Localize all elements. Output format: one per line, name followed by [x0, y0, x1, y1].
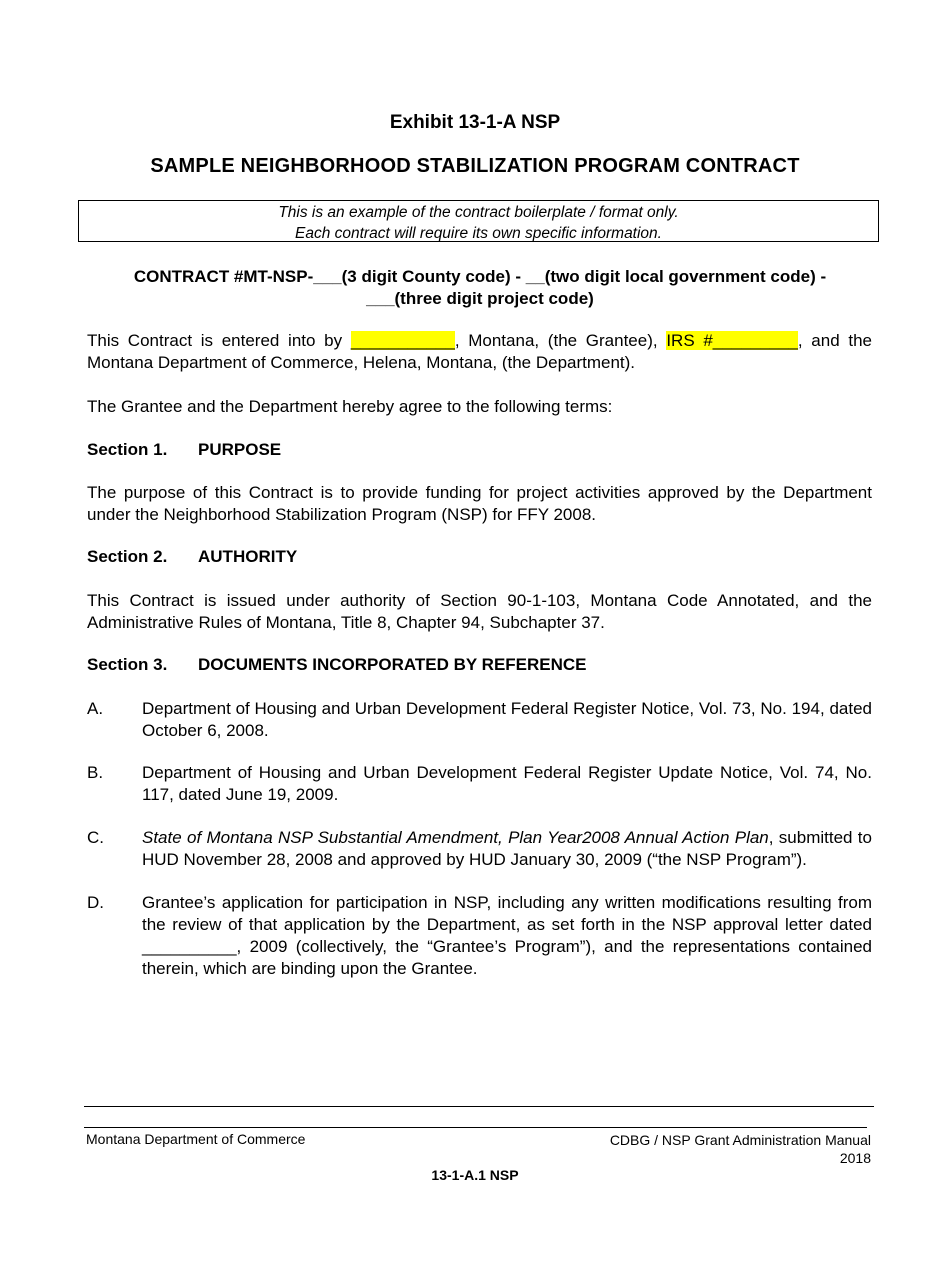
footer-divider-top	[84, 1106, 874, 1107]
intro-paragraph	[87, 330, 872, 374]
contract-number	[80, 266, 880, 310]
reference-text	[142, 827, 872, 871]
footer-manual-title: CDBG / NSP Grant Administration Manual	[609, 1132, 871, 1148]
agreement-statement: The Grantee and the Department hereby agree to the following terms:	[87, 397, 613, 416]
section-2-number: Section 2.	[87, 547, 168, 566]
reference-item-c	[87, 827, 872, 871]
intro-text-2: , Montana, (the Grantee),	[454, 331, 658, 350]
reference-text-rest: , submitted to HUD November 28, 2008 and approved by HUD January 30, 2009 (“the NSP Program”).	[142, 828, 872, 869]
grantee-name-blank: ___________	[350, 331, 455, 350]
section-3-title: DOCUMENTS INCORPORATED BY REFERENCE	[198, 655, 587, 674]
footer-page-id: 13-1-A.1 NSP	[431, 1167, 519, 1183]
footer-divider-bottom	[84, 1127, 867, 1128]
reference-text: Grantee’s application for participation in NSP, including any written modifications resulting from the review of that application by the Department, as set forth in the NSP approval letter dated __________, 2009 (collectively, the “Grantee’s Program”), and the representations contained therein, which are binding upon the Grantee.	[142, 893, 872, 978]
reference-letter: C.	[87, 828, 104, 847]
irs-number-blank: IRS #_________	[666, 331, 798, 350]
section-2-text: This Contract is issued under authority of Section 90-1-103, Montana Code Annotated, and the Administrative Rules of Montana, Title 8, Chapter 94, Subchapter 37.	[87, 591, 872, 632]
contract-number-line-2: ___(three digit project code)	[366, 289, 594, 308]
footer-manual-year: 2018	[839, 1150, 871, 1166]
section-3-heading	[87, 654, 587, 676]
footer-manual	[560, 1131, 871, 1167]
section-1-number: Section 1.	[87, 440, 168, 459]
contract-number-line-1: CONTRACT #MT-NSP-___(3 digit County code) - __(two digit local government code) -	[133, 267, 827, 286]
reference-letter: D.	[87, 893, 104, 912]
reference-item-a	[87, 698, 872, 742]
section-2-title: AUTHORITY	[198, 547, 298, 566]
notice-line-2: Each contract will require its own specific information.	[295, 225, 662, 242]
reference-item-b	[87, 762, 872, 806]
reference-document-title: State of Montana NSP Substantial Amendment, Plan Year2008 Annual Action Plan	[142, 828, 769, 847]
section-3-number: Section 3.	[87, 655, 168, 674]
boilerplate-notice-box	[78, 200, 879, 242]
reference-letter: A.	[87, 699, 104, 718]
exhibit-label: Exhibit 13-1-A NSP	[389, 112, 561, 133]
reference-letter: B.	[87, 763, 104, 782]
page-title: SAMPLE NEIGHBORHOOD STABILIZATION PROGRAM CONTRACT	[150, 155, 800, 177]
intro-text-3: , and the Montana Department of Commerce, Helena, Montana, (the Department).	[87, 331, 872, 372]
reference-item-d	[87, 892, 872, 980]
notice-line-1: This is an example of the contract boilerplate / format only.	[278, 204, 679, 221]
reference-text: Department of Housing and Urban Development Federal Register Update Notice, Vol. 74, No. 117, dated June 19, 2009.	[142, 763, 872, 804]
section-1-title: PURPOSE	[198, 440, 282, 459]
reference-text: Department of Housing and Urban Development Federal Register Notice, Vol. 73, No. 194, dated October 6, 2008.	[142, 699, 872, 740]
section-1-heading	[87, 439, 281, 461]
footer-department: Montana Department of Commerce	[86, 1131, 306, 1147]
intro-text-1: This Contract is entered into by	[87, 331, 343, 350]
section-2-heading	[87, 546, 297, 568]
section-1-text: The purpose of this Contract is to provide funding for project activities approved by the Department under the Neighborhood Stabilization Program (NSP) for FFY 2008.	[87, 483, 872, 524]
